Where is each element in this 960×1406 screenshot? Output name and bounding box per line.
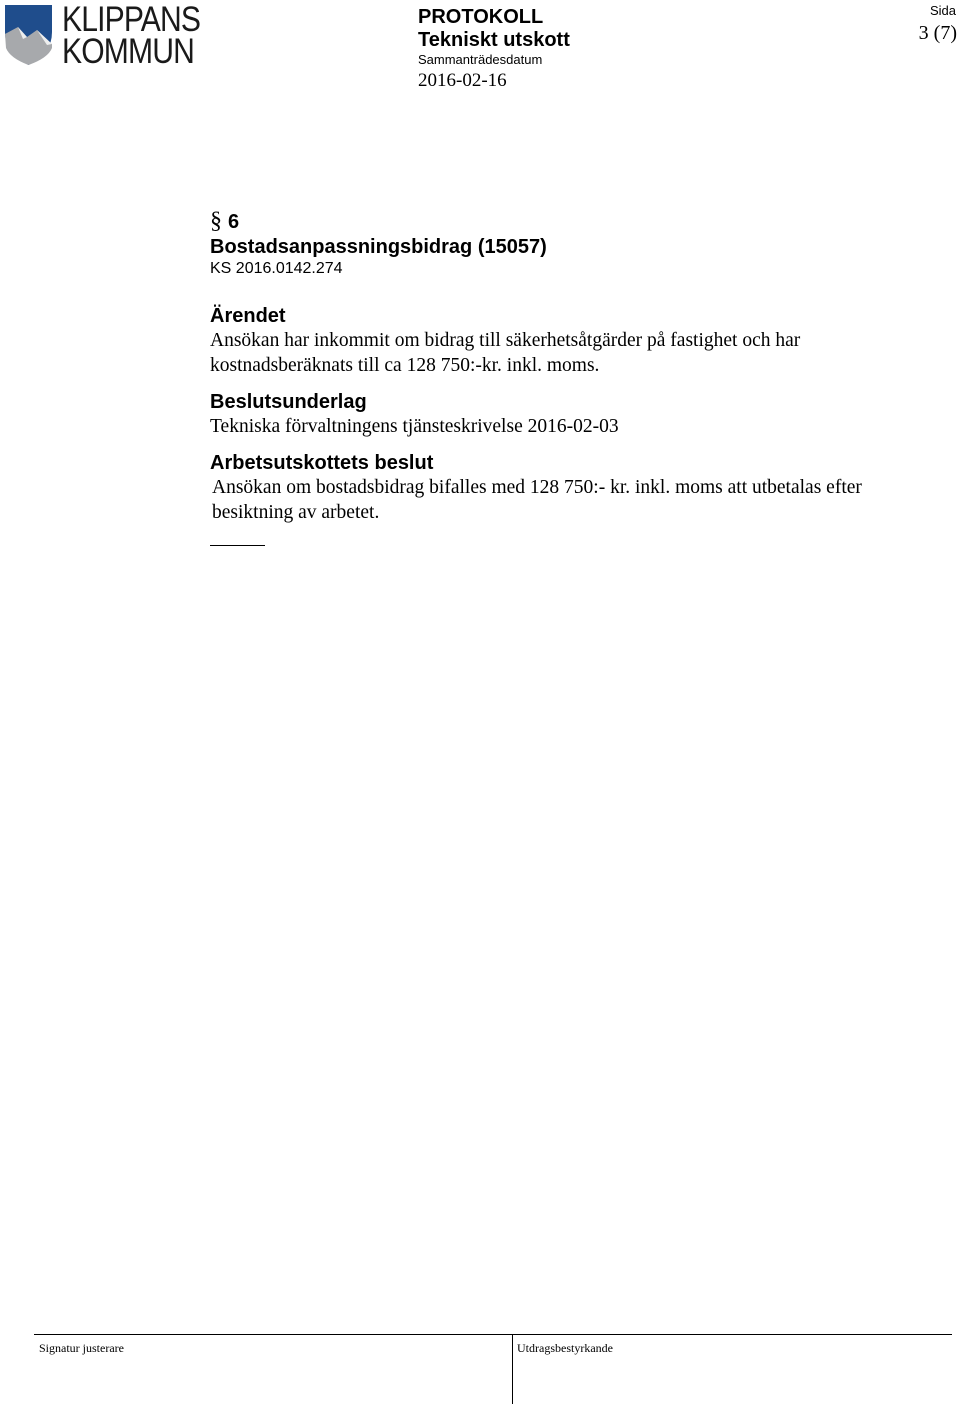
municipality-logo [4, 0, 216, 71]
footer-divider [34, 1334, 952, 1335]
logo-line-2: KOMMUN [62, 32, 194, 71]
beslutsunderlag-heading: Beslutsunderlag [210, 391, 367, 413]
page-label: Sida [929, 3, 956, 18]
arendet-line-1: Ansökan har inkommit om bidrag till säkerhetsåtgärder på fastighet och har [210, 330, 801, 351]
beslutsunderlag-text: Tekniska förvaltningens tjänsteskrivelse 2016-02-03 [210, 416, 619, 437]
beslut-text [210, 475, 940, 525]
meeting-date-label: Sammanträdesdatum [418, 52, 543, 67]
section-symbol: § [210, 208, 222, 234]
signature-adjuster-label: Signatur justerare [39, 1341, 124, 1355]
arendet-line-2: kostnadsberäknats till ca 128 750:-kr. inkl. moms. [210, 355, 600, 376]
footer-column-divider [512, 1334, 513, 1404]
protocol-item [210, 208, 940, 546]
committee-name: Tekniskt utskott [418, 29, 570, 51]
section-heading [210, 208, 940, 235]
meeting-date: 2016-02-16 [418, 70, 507, 91]
arendet-text [210, 328, 940, 378]
case-number: KS 2016.0142.274 [210, 260, 343, 277]
beslut-line-1: Ansökan om bostadsbidrag bifalles med 128 750:- kr. inkl. moms att utbetalas efter [212, 477, 862, 498]
arendet-heading: Ärendet [210, 305, 286, 327]
end-divider [210, 545, 265, 546]
section-number: 6 [228, 211, 240, 233]
page-number: 3 (7) [918, 22, 957, 44]
document-type: PROTOKOLL [418, 6, 544, 28]
coat-of-arms-icon [4, 4, 54, 66]
beslut-line-2: besiktning av arbetet. [212, 502, 380, 523]
beslut-heading: Arbetsutskottets beslut [210, 452, 434, 474]
logo-line-1: KLIPPANS [62, 0, 201, 39]
extract-certification-label: Utdragsbestyrkande [517, 1341, 613, 1355]
case-title: Bostadsanpassningsbidrag (15057) [210, 236, 547, 258]
